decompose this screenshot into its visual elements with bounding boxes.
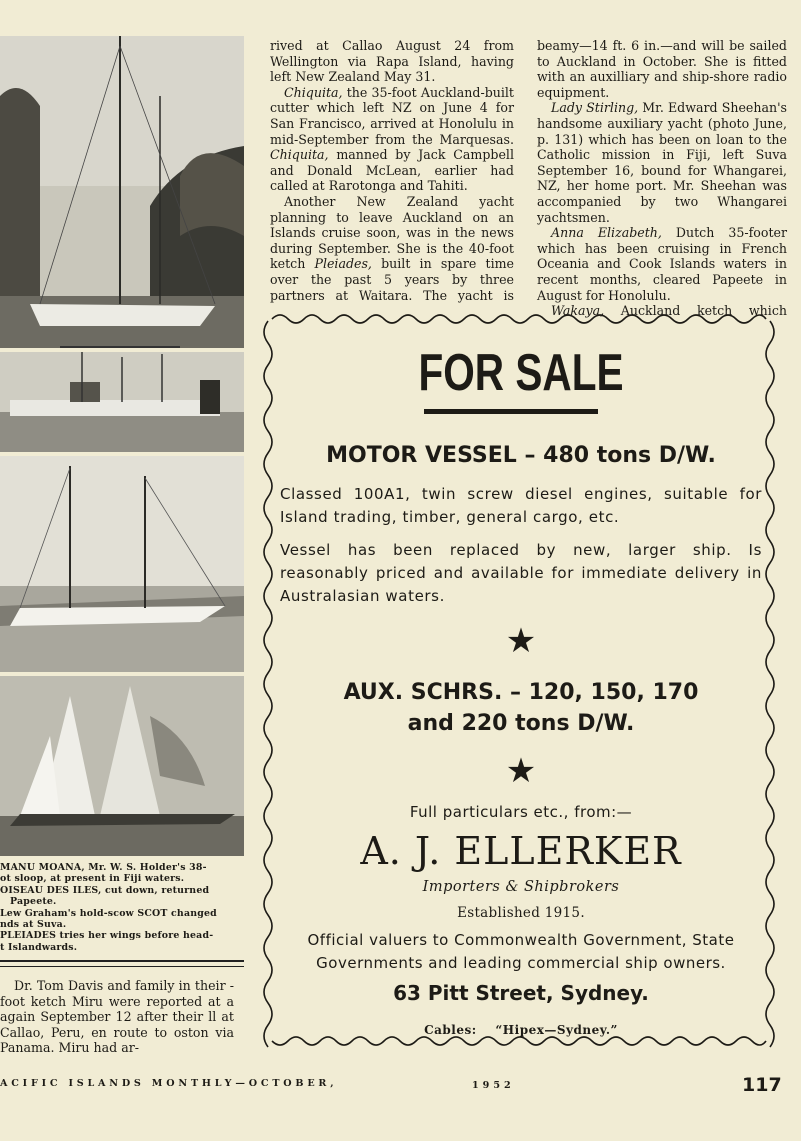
photo-ketch-mooring [0, 36, 244, 348]
valuers-statement: Official valuers to Commonwealth Government, State Governments and leading commercial ship owners. [307, 931, 735, 972]
article-paragraph [270, 194, 514, 303]
caption-line: Papeete. [10, 896, 57, 908]
company-address: 63 Pitt Street, Sydney. [393, 981, 649, 1005]
schooners-heading-line: AUX. SCHRS. – 120, 150, 170 [343, 680, 699, 705]
article-text: built in spare time over the past 5 years by three partners at Waitara. The yacht is [270, 256, 514, 303]
article-right-column [537, 38, 787, 319]
article-middle-column [270, 38, 514, 303]
vessel-name: Chiquita, [284, 84, 343, 100]
page-footer [0, 1076, 801, 1098]
article-paragraph [537, 100, 787, 225]
ad-title: FOR SALE [418, 344, 624, 402]
star-icon: ★ [505, 621, 537, 661]
article-text: manned by Jack Campbell and Donald McLean, earlier had called at Rarotonga and Tahiti. [270, 147, 514, 194]
vessel-name: Pleiades, [314, 256, 372, 272]
established-line: Established 1915. [457, 905, 585, 921]
masthead: ACIFIC ISLANDS MONTHLY—OCTOBER, [0, 1078, 338, 1089]
article-text: the 35-foot Auckland-built cutter which left NZ on June 4 for San Francisco, arrived at Honolulu in mid-September from the Marquesas. [270, 84, 514, 147]
photo-scow-wharf [0, 352, 244, 452]
photo-yacht-water [0, 456, 244, 672]
article-text: Another New Zealand yacht planning to leave Auckland on an Islands cruise soon, was in the news during September. She is the 40-foot ketch [270, 193, 514, 272]
article-paragraph: Dr. Tom Davis and family in their -foot ketch Miru were reported at a again September 12 after their ll at Callao, Peru, en route to oston via Panama. Miru had ar- [0, 978, 234, 1056]
cables-line [276, 1023, 766, 1037]
title-rule [424, 409, 598, 414]
page-number: 117 [742, 1074, 782, 1096]
caption-line: MANU MOANA, Mr. W. S. Holder's 38- [0, 862, 207, 873]
caption-line: Lew Graham's hold-scow SCOT changed [0, 907, 217, 919]
article-paragraph: rived at Callao August 24 from Wellington via Rapa Island, having left New Zealand May 31. [270, 38, 514, 85]
vessel-name: Wakaya, [551, 303, 605, 319]
photo-caption [0, 862, 244, 953]
article-paragraph [537, 225, 787, 303]
cables-label: Cables: [424, 1023, 477, 1037]
business-type: Importers & Shipbrokers [422, 879, 620, 895]
article-text: Auckland ketch which [604, 303, 787, 319]
article-text: Dutch 35-footer which has been cruising in French Oceania and Cook Islands waters in recent months, cleared Papeete in August for Honolulu. [537, 225, 787, 303]
article-left-column [0, 978, 234, 1056]
motor-vessel-heading: MOTOR VESSEL – 480 tons D/W. [326, 443, 716, 468]
article-paragraph: beamy—14 ft. 6 in.—and will be sailed to Auckland in October. She is fitted with an auxilliary and ship-shore radio equipment. [537, 38, 787, 100]
for-sale-advertisement [258, 303, 780, 1055]
article-paragraph [270, 85, 514, 194]
caption-line: OISEAU DES ILES, cut down, returned [0, 884, 210, 896]
caption-line: ot sloop, at present in Fiji waters. [0, 873, 185, 885]
motor-vessel-description: Classed 100A1, twin screw diesel engines, suitable for Island trading, timber, general cargo, etc. [280, 485, 762, 526]
cables-address: “Hipex—Sydney.” [495, 1023, 618, 1037]
caption-line: PLEIADES tries her wings before head- [0, 930, 214, 942]
issue-year: 1952 [472, 1080, 515, 1091]
caption-divider [0, 960, 244, 967]
schooners-heading-line: and 220 tons D/W. [407, 711, 635, 736]
caption-line: nds at Suva. [0, 919, 67, 931]
vessel-name: Lady Stirling, [551, 100, 639, 116]
motor-vessel-details: Vessel has been replaced by new, larger ship. Is reasonably priced and available for immediate delivery in Australasian waters. [280, 541, 762, 605]
vessel-name: Anna Elizabeth, [551, 225, 662, 241]
vessel-name: Chiquita, [270, 147, 329, 163]
photo-ketch-sailing [0, 676, 244, 856]
article-text: Mr. Edward Sheehan's handsome auxiliary yacht (photo June, p. 131) which has been on loan to the Catholic mission in Fiji, left Suva September 16, bound for Whangarei, NZ, her home port. Mr. Sheehan was accompanied by two Whangarei yachtsmen. [537, 100, 787, 225]
schooners-heading [276, 677, 766, 739]
caption-line: t Islandwards. [0, 941, 78, 953]
star-icon: ★ [505, 751, 537, 791]
particulars-line: Full particulars etc., from:— [409, 803, 633, 821]
company-name: A. J. ELLERKER [360, 829, 682, 873]
